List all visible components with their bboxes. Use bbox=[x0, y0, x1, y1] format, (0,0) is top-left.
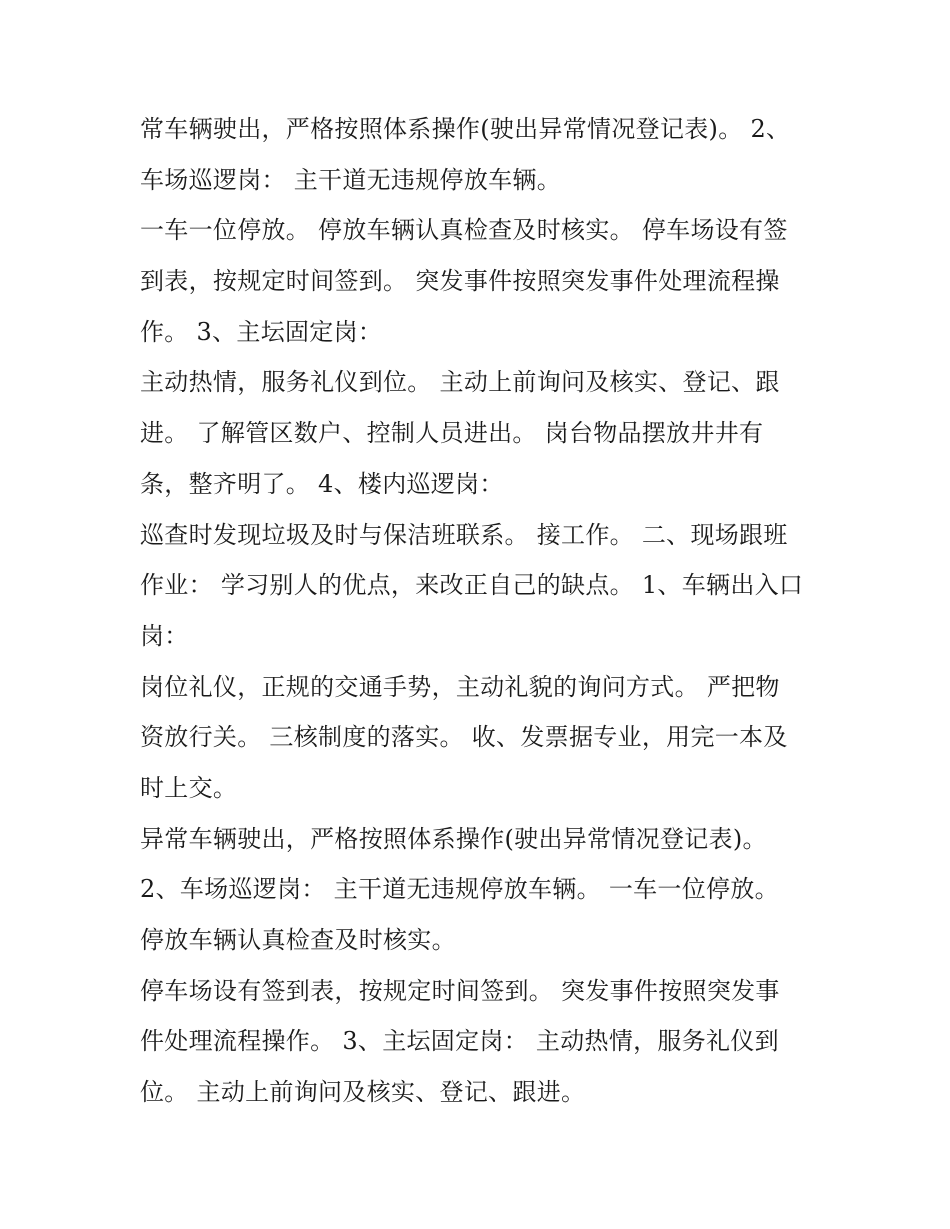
text-line: 位。 主动上前询问及核实、登记、跟进。 bbox=[140, 1078, 586, 1107]
text-line: 车场巡逻岗： 主干道无违规停放车辆。 bbox=[140, 165, 562, 194]
text-line: 作业： 学习别人的优点，来改正自己的缺点。 1、车辆出入口 bbox=[140, 571, 804, 600]
text-line: 异常车辆驶出，严格按照体系操作(驶出异常情况登记表)。 bbox=[140, 824, 767, 853]
text-line: 岗： bbox=[140, 621, 189, 650]
text-line: 到表，按规定时间签到。 突发事件按照突发事件处理流程操 bbox=[140, 267, 780, 296]
text-line: 常车辆驶出，严格按照体系操作(驶出异常情况登记表)。 2、 bbox=[140, 115, 791, 143]
text-line: 件处理流程操作。 3、主坛固定岗： 主动热情，服务礼仪到 bbox=[140, 1027, 779, 1056]
text-line: 进。 了解管区数户、控制人员进出。 岗台物品摆放井井有 bbox=[140, 419, 764, 448]
body-text bbox=[140, 104, 820, 1118]
text-line: 停放车辆认真检查及时核实。 bbox=[140, 926, 456, 954]
text-line: 岗位礼仪，正规的交通手势，主动礼貌的询问方式。 严把物 bbox=[140, 672, 780, 701]
text-line: 巡查时发现垃圾及时与保洁班联系。 接工作。 二、现场跟班 bbox=[140, 520, 788, 549]
text-line: 2、车场巡逻岗： 主干道无违规停放车辆。 一车一位停放。 bbox=[140, 875, 779, 904]
text-line: 一车一位停放。 停放车辆认真检查及时核实。 停车场设有签 bbox=[140, 216, 788, 245]
text-line: 作。 3、主坛固定岗： bbox=[140, 317, 383, 346]
text-line: 条，整齐明了。 4、楼内巡逻岗： bbox=[140, 469, 504, 498]
text-line: 停车场设有签到表，按规定时间签到。 突发事件按照突发事 bbox=[140, 976, 780, 1005]
text-line: 资放行关。 三核制度的落实。 收、发票据专业，用完一本及 bbox=[140, 723, 788, 752]
text-line: 主动热情，服务礼仪到位。 主动上前询问及核实、登记、跟 bbox=[140, 368, 780, 397]
text-line: 时上交。 bbox=[140, 773, 238, 802]
